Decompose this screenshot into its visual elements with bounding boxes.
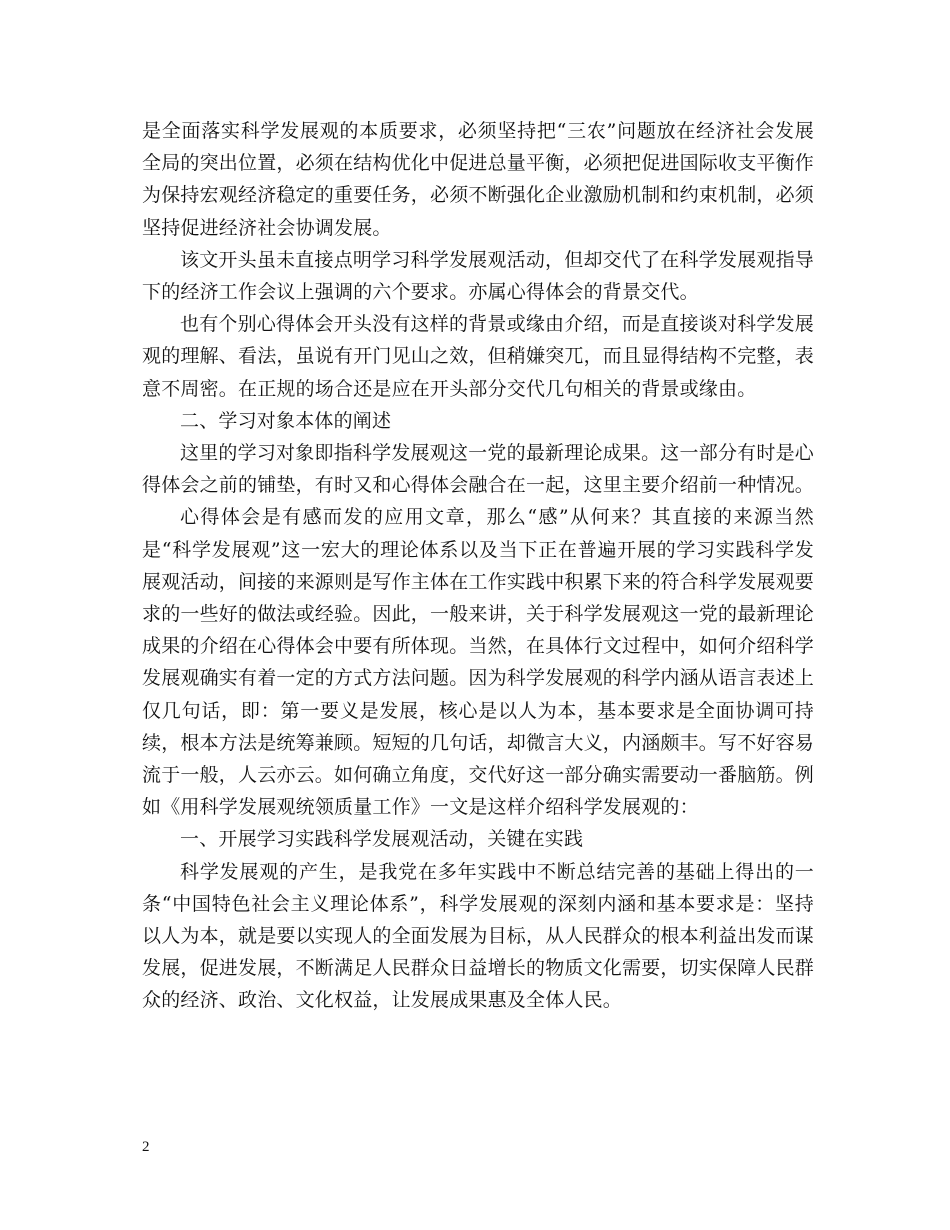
section-heading: 二、学习对象本体的阐述 (180, 409, 392, 432)
paragraph: 该文开头虽未直接点明学习科学发展观活动，但却交代了在科学发展观指导下的经济工作会议上强调的六个要求。亦属心得体会的背景交代。 (142, 248, 814, 304)
quoted-heading: 一、开展学习实践科学发展观活动，关键在实践 (180, 828, 584, 851)
document-body (142, 115, 814, 1017)
paragraph: 这里的学习对象即指科学发展观这一党的最新理论成果。这一部分有时是心得体会之前的铺垫，有时又和心得体会融合在一起，这里主要介绍前一种情况。 (142, 442, 815, 497)
page-number: 2 (142, 1139, 150, 1155)
paragraph: 是全面落实科学发展观的本质要求，必须坚持把“三农”问题放在经济社会发展全局的突出位置，必须在结构优化中促进总量平衡，必须把促进国际收支平衡作为保持宏观经济稳定的重要任务，必须不断强化企业激励机制和约束机制，必须坚持促进经济社会协调发展。 (142, 120, 815, 239)
paragraph: 心得体会是有感而发的应用文章，那么“感”从何来？其直接的来源当然是“科学发展观”这一宏大的理论体系以及当下正在普遍开展的学习实践科学发展观活动，间接的来源则是写作主体在工作实践中积累下来的符合科学发展观要求的一些好的做法或经验。因此，一般来讲，关于科学发展观这一党的最新理论成果的介绍在心得体会中要有所体现。当然，在具体行文过程中，如何介绍科学发展观确实有着一定的方式方法问题。因为科学发展观的科学内涵从语言表述上仅几句话，即：第一要义是发展，核心是以人为本，基本要求是全面协调可持续，根本方法是统筹兼顾。短短的几句话，却微言大义，内涵颇丰。写不好容易流于一般，人云亦云。如何确立角度，交代好这一部分确实需要动一番脑筋。例如《用科学发展观统领质量工作》一文是这样介绍科学发展观的： (142, 506, 815, 819)
paragraph: 科学发展观的产生，是我党在多年实践中不断总结完善的基础上得出的一条“中国特色社会主义理论体系”，科学发展观的深刻内涵和基本要求是：坚持以人为本，就是要以实现人的全面发展为目标，从人民群众的根本利益出发而谋发展，促进发展，不断满足人民群众日益增长的物质文化需要，切实保障人民群众的经济、政治、文化权益，让发展成果惠及全体人民。 (142, 860, 815, 1012)
paragraph: 也有个别心得体会开头没有这样的背景或缘由介绍，而是直接谈对科学发展观的理解、看法，虽说有开门见山之效，但稍嫌突兀，而且显得结构不完整，表意不周密。在正规的场合还是应在开头部分交代几句相关的背景或缘由。 (142, 313, 815, 400)
